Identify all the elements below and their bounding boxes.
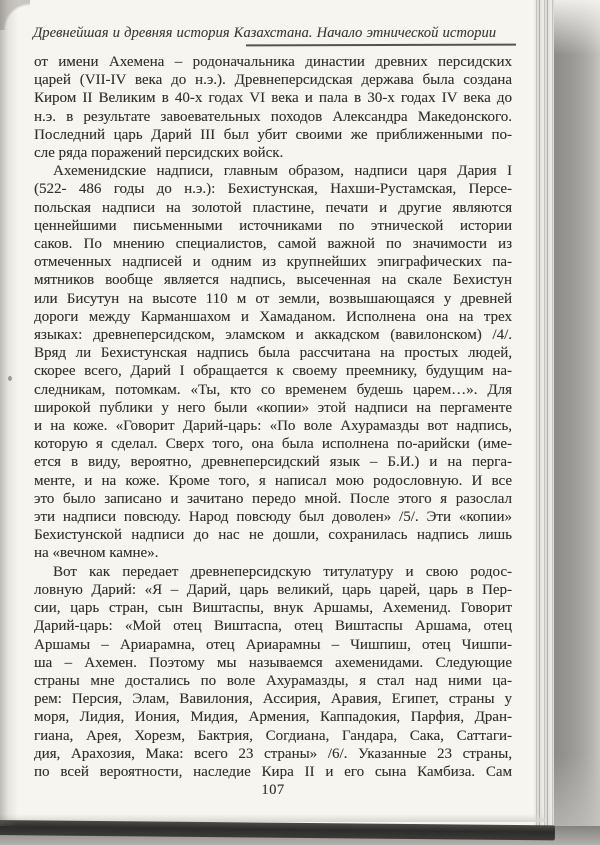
text-line: саков. По мнению специалистов, самой важной по значимости из (34, 236, 512, 253)
book-page-edges (534, 0, 556, 845)
text-line: сле ряда поражений персидских войск. (34, 145, 284, 162)
text-line: ценнейшими письменными источниками по этнической истории (34, 217, 512, 234)
text-line: сии, царь стран, сын Виштаспы, внук Аршамы, Ахеменид. Говорит (34, 600, 512, 617)
text-line: по всей вероятности, наследие Кира II и его сына Камбиза. Сам (34, 763, 512, 780)
scan-artifact-speck (8, 376, 12, 381)
text-line: следникам, потомкам. «Ты, кто со временем будешь царем…». Для (34, 381, 512, 398)
text-line: Вот как передает древнеперсидскую титулатуру и свою родос- (53, 563, 512, 580)
text-line: ется в виду, вероятно, древнеперсидский язык – Б.И.) и на перга- (34, 454, 512, 471)
page-number: 107 (261, 782, 285, 799)
running-header: Древнейшая и древняя история Казахстана. Начало этнической истории (33, 25, 497, 41)
text-line: (522- 486 годы до н.э.): Бехистунская, Нахши-Рустамская, Персе- (34, 181, 512, 198)
page-curl-shadow (0, 0, 18, 826)
text-line: Последний царь Дарий III был убит своими же приближенными по- (34, 126, 512, 143)
text-line: страны мне достались по воле Ахурамазды, я стал над ними ца- (34, 672, 512, 689)
text-line: и на коже. «Говорит Дарий-царь: «По воле Ахурамазды вот надпись, (34, 418, 512, 435)
book-edge-strip (554, 0, 600, 845)
text-line: на «вечном камне». (34, 545, 159, 562)
header-underline-rule (246, 44, 516, 46)
text-line: широкой публики у него были «копии» этой надписи на пергаменте (34, 399, 512, 416)
text-line: менте, и на коже. Кроме того, я написал мою родословную. И все (34, 472, 512, 489)
text-line: Дарий-царь: «Мой отец Виштаспа, отец Виштаспы Аршама, отец (34, 618, 512, 635)
text-line: которую я сделал. Сверх того, она была исполнена по-арийски (име- (34, 436, 512, 453)
text-line: языках: древнеперсидском, эламском и аккадском (вавилонском) /4/. (34, 327, 512, 344)
text-line: от имени Ахемена – родоначальника династии древних персидских (34, 54, 512, 70)
text-line: отмеченных надписей и одним из крупнейших эпиграфических па- (34, 254, 512, 271)
text-line: дороги между Карманшахом и Хамаданом. Исполнена она на трех (34, 308, 512, 325)
text-line: ловную Дарий: «Я – Дарий, царь великий, царь царей, царь в Пер- (34, 581, 512, 598)
text-line: или Бисутун на высоте 110 м от земли, возвышающаяся у древней (34, 290, 512, 307)
text-line: это было записано и зачитано передо мной. После этого я разослал (34, 490, 512, 507)
text-line: ша – Ахемен. Поэтому мы называемся ахеменидами. Следующие (34, 654, 512, 671)
text-line: моря, Лидия, Иония, Мидия, Армения, Каппадокия, Парфия, Дран- (34, 709, 512, 726)
text-line: Аршамы – Ариарамна, отец Ариарамны – Чишпиш, отец Чишпи- (34, 636, 512, 653)
page-corner-shadow (0, 0, 30, 30)
text-line: Бехистунской надписи до нас не дошли, сохранилась надпись лишь (34, 527, 512, 544)
text-line: рем: Персия, Элам, Вавилония, Ассирия, Аравия, Египет, страны у (34, 691, 512, 708)
text-line: н.э. в результате завоевательных походов Александра Македонского. (34, 108, 512, 125)
text-line: гиана, Арея, Хорезм, Бактрия, Согдиана, Гандара, Сака, Саттаги- (34, 727, 512, 744)
text-line: польская надписи на золотой пластине, печати и другие являются (34, 199, 512, 216)
text-line: скорее всего, Дарий I обращается к своему преемнику, будущим на- (34, 363, 512, 380)
text-line: Ахеменидские надписи, главным образом, надписи царя Дария I (53, 163, 512, 180)
text-line: Вряд ли Бехистунская надпись была рассчитана на простых людей, (34, 345, 512, 362)
text-line: мятников вообще является надпись, высеченная на скале Бехистун (34, 272, 512, 289)
text-line: дия, Арахозия, Мака: всего 23 страны» /6/. Указанные 23 страны, (34, 745, 512, 762)
text-line: Киром II Великим в 40-х годах VI века и пала в 30-х годах IV века до (34, 90, 512, 107)
page-body (34, 53, 512, 799)
text-line: царей (VII-IV века до н.э.). Древнеперсидская держава была создана (34, 72, 512, 89)
text-line: эти надписи повсюду. Народ повсюду был доволен» /5/. Эти «копии» (34, 509, 512, 526)
